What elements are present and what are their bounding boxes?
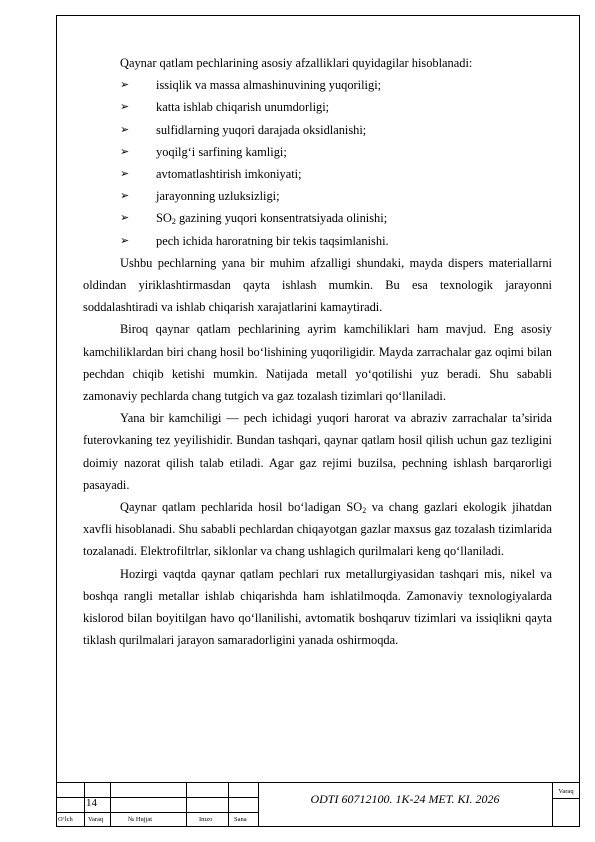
stamp-col-divider: [186, 783, 187, 827]
arrowhead-bullet-icon: ➢: [120, 78, 130, 92]
list-item: ➢ issiqlik va massa almashinuvining yuqoriligi;: [83, 74, 552, 96]
column-label-olch: O‘lch: [58, 816, 73, 823]
body-paragraph: Yana bir kamchiligi — pech ichidagi yuqori harorat va abraziv zarrachalar ta’sirida futerovkaning tez yeyilishidir. Bundan tashqari, qaynar qatlam hosil qilish uchun gaz tezligini doimiy nazorat qilish talab etiladi. Agar gaz rejimi buzilsa, pechning ishlash barqarorligi pasayadi.: [83, 411, 552, 492]
body-paragraph: Biroq qaynar qatlam pechlarining ayrim kamchiliklari ham mavjud. Eng asosiy kamchiliklardan biri chang hosil bo‘lishining yuqoriligidir. Mayda zarrachalar gaz oqimi bilan pechdan chiqib ketishi mumkin. Natijada metall yo‘qotilishi yuz beradi. Shu sababli zamonaviy pechlarda chang tutgich va gaz tozalash tizimlari qo‘llaniladi.: [83, 322, 552, 404]
varaq-label: Varaq: [558, 788, 574, 795]
list-item: ➢ $SO_2$ gazining yuqori konsentratsiyada olinishi;: [83, 207, 552, 229]
stamp-row-divider: [552, 798, 580, 799]
list-item: ➢ avtomatlashtirish imkoniyati;: [83, 163, 552, 185]
document-body: [83, 52, 552, 651]
column-label-hujjat: № Hujjat: [128, 816, 153, 823]
body-paragraph: Hozirgi vaqtda qaynar qatlam pechlari rux metallurgiyasidan tashqari mis, nikel va boshqa rangli metallar ishlab chiqarishda ham ishlatilmoqda. Zamonaviy texnologiyalarda kislorod bilan boyitilgan havo qo‘llanilishi, avtomatik boshqaruv tizimlari va issiqlikni qayta tiklash qurilmalari jarayon samaradorligini yanada oshirmoqda.: [83, 566, 552, 648]
arrowhead-bullet-icon: ➢: [120, 122, 130, 136]
arrowhead-bullet-icon: ➢: [120, 144, 130, 158]
arrowhead-bullet-icon: ➢: [120, 167, 130, 181]
title-block: [56, 782, 580, 827]
arrowhead-bullet-icon: ➢: [120, 211, 130, 225]
list-item: ➢ jarayonning uzluksizligi;: [83, 185, 552, 207]
page-number: 14: [86, 797, 97, 809]
stamp-col-divider: [110, 783, 111, 827]
column-label-sana: Sana: [234, 816, 247, 823]
list-item: ➢ sulfidlarning yuqori darajada oksidlanishi;: [83, 119, 552, 141]
list-item: ➢ katta ishlab chiqarish unumdorligi;: [83, 96, 552, 118]
body-paragraph: Qaynar qatlam pechlarida hosil bo‘ladigan $SO_2$ va chang gazlari ekologik jihatdan xavfli hisoblanadi. Shu sababli pechlardan chiqayotgan gazlar maxsus gaz tozalash tizimlarida tozalanadi. Elektrofiltrlar, siklonlar va chang ushlagich qurilmalari keng qo‘llaniladi.: [83, 500, 552, 559]
intro-paragraph: Qaynar qatlam pechlarining asosiy afzalliklari quyidagilar hisoblanadi:: [120, 56, 473, 70]
list-item: ➢ yoqilg‘i sarfining kamligi;: [83, 141, 552, 163]
stamp-col-divider: [228, 783, 229, 827]
column-label-varaq: Varaq: [88, 816, 104, 823]
list-item: ➢ pech ichida haroratning bir tekis taqsimlanishi.: [83, 230, 552, 252]
column-label-imzo: Imzo: [199, 816, 213, 823]
stamp-col-divider: [84, 783, 85, 827]
arrowhead-bullet-icon: ➢: [120, 189, 130, 203]
arrowhead-bullet-icon: ➢: [120, 233, 130, 247]
document-code: ODTI 60712100. 1K-24 MET. KI. 2026: [310, 792, 500, 806]
advantages-list: [83, 74, 552, 252]
arrowhead-bullet-icon: ➢: [120, 100, 130, 114]
body-paragraph: Ushbu pechlarning yana bir muhim afzalligi shundaki, mayda dispers materiallarni oldindan yiriklashtirmasdan qayta ishlash mumkin. Bu esa texnologik jarayonni soddalashtiradi va ishlab chiqarish xarajatlarini kamaytiradi.: [83, 255, 552, 315]
